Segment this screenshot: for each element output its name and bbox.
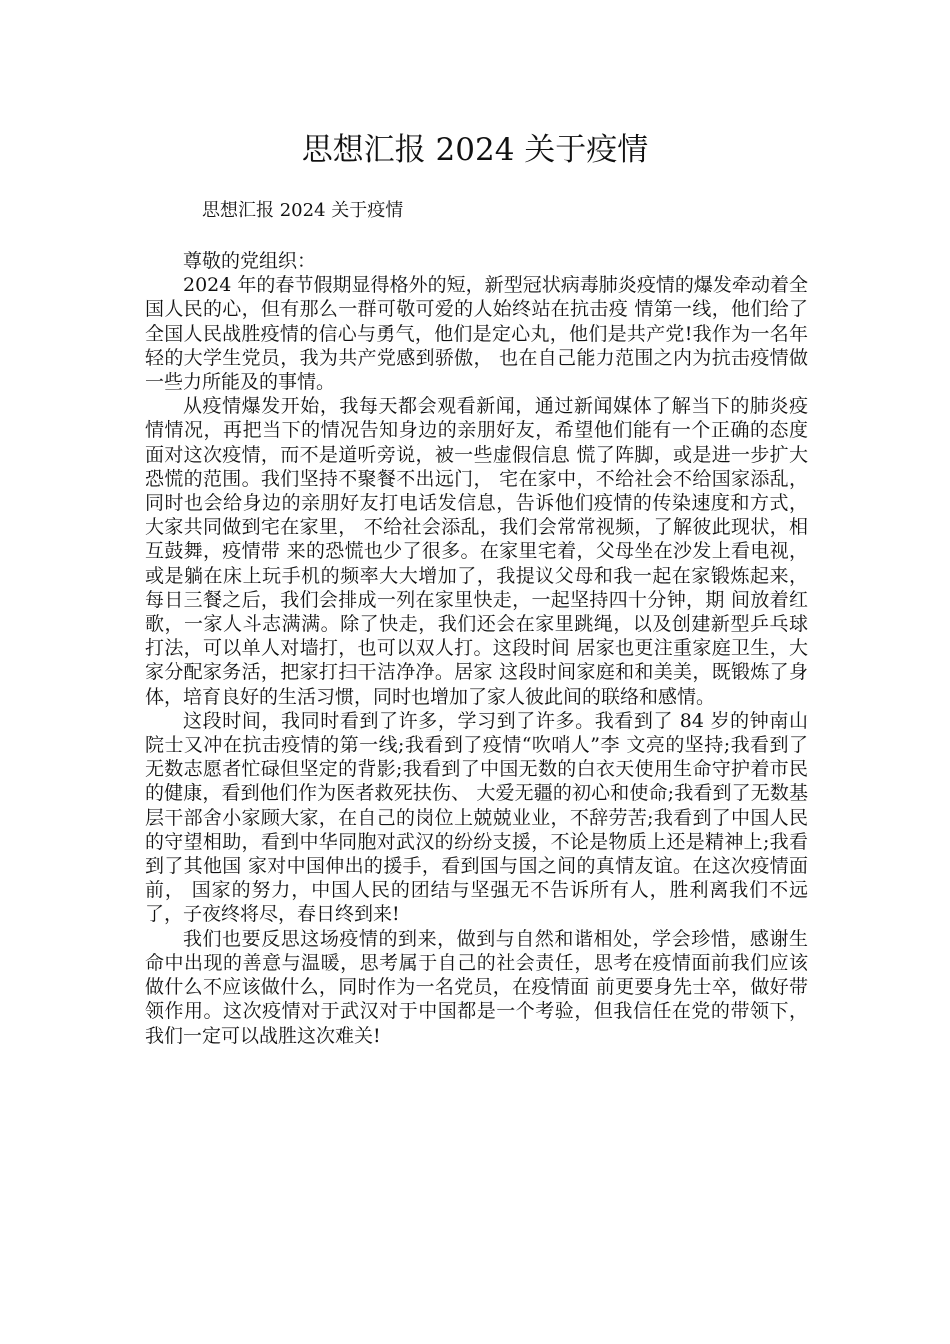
paragraph-3: 这段时间，我同时看到了许多，学习到了许多。我看到了 84 岁的钟南山院士又冲在抗击疫情的第一线;我看到了疫情“吹哨人”李 文亮的坚持;我看到了无数志愿者忙碌但坚定的背影;我看到了中国无数的白衣天使用生命守护着市民的健康，看到他们作为医者救死扶伤、 大爱无疆的初心和使命;我看到了无数基层干部舍小家顾大家，在自己的岗位上兢兢业业，不辞劳苦;我看到了中国人民的守望相助，看到中华同胞对武汉的纷纷支援，不论是物质上还是精神上;我看到了其他国 家对中国伸出的援手，看到国与国之间的真情友谊。在这次疫情面前， 国家的努力，中国人民的团结与坚强无不告诉所有人，胜利离我们不远了，子夜终将尽，春日终到来! <box>145 709 808 926</box>
salutation: 尊敬的党组织： <box>183 250 317 272</box>
document-body <box>145 249 808 1048</box>
page-title: 思想汇报 2024 关于疫情 <box>301 132 649 168</box>
paragraph-2: 从疫情爆发开始，我每天都会观看新闻，通过新闻媒体了解当下的肺炎疫情情况，再把当下的情况告知身边的亲朋好友，希望他们能有一个正确的态度面对这次疫情，而不是道听旁说，被一些虚假信息 慌了阵脚，或是进一步扩大恐慌的范围。我们坚持不聚餐不出远门， 宅在家中，不给社会不给国家添乱，同时也会给身边的亲朋好友打电话发信息，告诉他们疫情的传染速度和方式，大家共同做到宅在家里， 不给社会添乱，我们会常常视频，了解彼此现状，相互鼓舞，疫情带 来的恐慌也少了很多。在家里宅着，父母坐在沙发上看电视，或是躺在床上玩手机的频率大大增加了，我提议父母和我一起在家锻炼起来， 每日三餐之后，我们会排成一列在家里快走，一起坚持四十分钟，期 间放着红歌，一家人斗志满满。除了快走，我们还会在家里跳绳，以及创建新型乒乓球打法，可以单人对墙打，也可以双人打。这段时间 居家也更注重家庭卫生，大家分配家务活，把家打扫干洁净净。居家 这段时间家庭和和美美，既锻炼了身体，培育良好的生活习惯，同时也增加了家人彼此间的联络和感情。 <box>145 395 808 708</box>
paragraph-4: 我们也要反思这场疫情的到来，做到与自然和谐相处，学会珍惜，感谢生命中出现的善意与温暖，思考属于自己的社会责任，思考在疫情面前我们应该做什么不应该做什么，同时作为一名党员，在疫情面 前更要身先士卒，做好带领作用。这次疫情对于武汉对于中国都是一个考验，但我信任在党的带领下，我们一定可以战胜这次难关! <box>145 927 808 1047</box>
paragraph-1: 2024 年的春节假期显得格外的短，新型冠状病毒肺炎疫情的爆发牵动着全国人民的心，但有那么一群可敬可爱的人始终站在抗击疫 情第一线，他们给了全国人民战胜疫情的信心与勇气，他们是定心丸，他们是共产党!我作为一名年轻的大学生党员，我为共产党感到骄傲， 也在自己能力范围之内为抗击疫情做一些力所能及的事情。 <box>145 274 808 394</box>
document-subtitle: 思想汇报 2024 关于疫情 <box>202 200 404 221</box>
